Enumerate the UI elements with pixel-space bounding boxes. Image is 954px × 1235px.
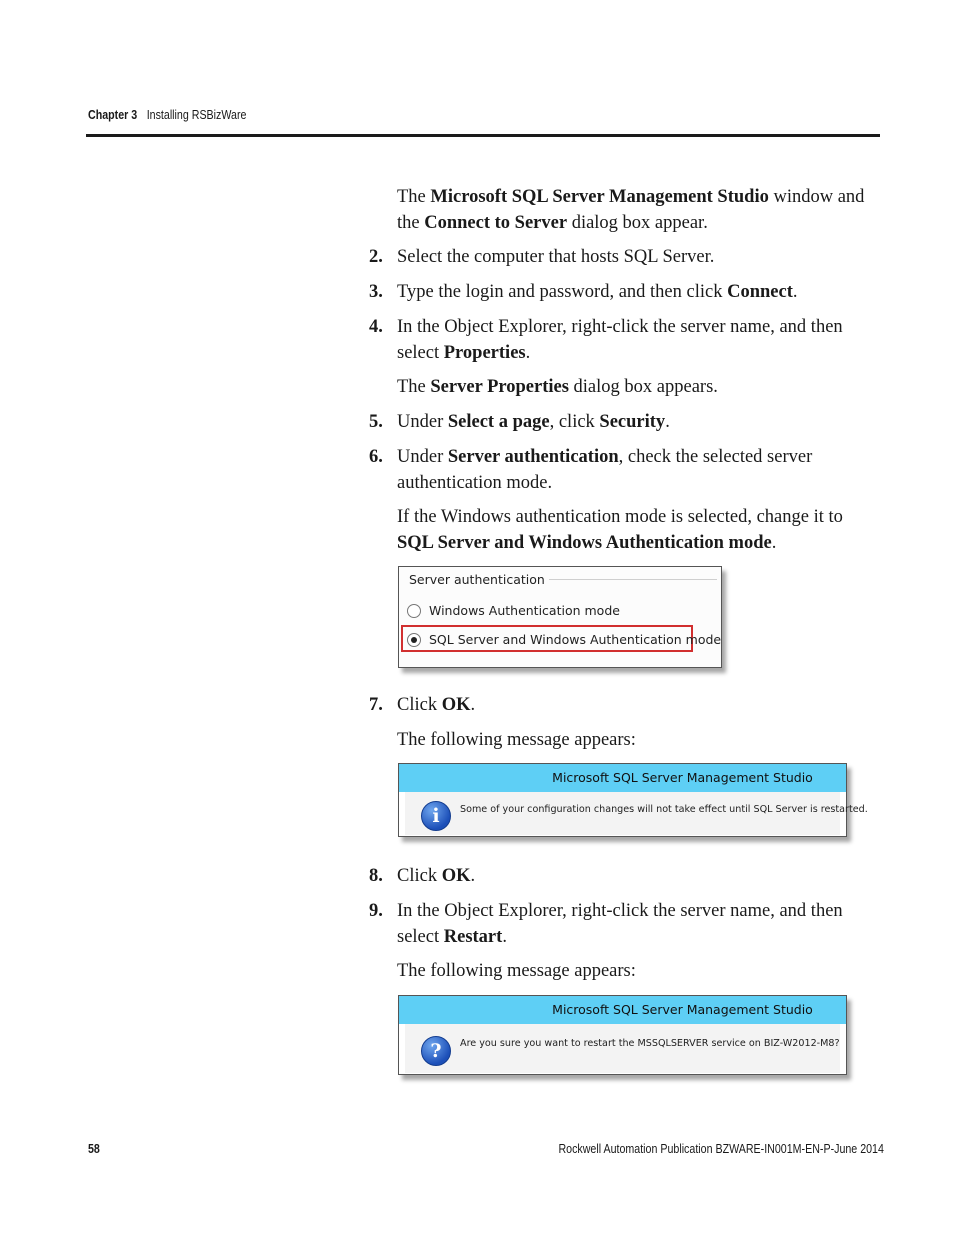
step-9-text <box>397 899 872 950</box>
text: . <box>470 695 476 715</box>
radio-label: Windows Authentication mode <box>429 603 620 618</box>
radio-label: SQL Server and Windows Authentication mode <box>429 632 722 647</box>
step-number: 7. <box>369 695 383 715</box>
bold-text: SQL Server and Windows Authentication mode <box>397 532 772 553</box>
text: . <box>470 866 476 886</box>
intro-paragraph <box>397 185 872 236</box>
text: Under <box>397 412 448 432</box>
text: . <box>792 282 798 302</box>
step-4-note <box>397 375 872 401</box>
step-4-text <box>397 315 872 366</box>
bold-text: Properties <box>443 342 526 363</box>
bold-text: OK <box>441 866 471 886</box>
dialog-title: Microsoft SQL Server Management Studio <box>399 764 846 792</box>
text: The <box>397 187 431 207</box>
text: In the Object Explorer, right-click the server name, and then select <box>397 317 843 363</box>
header-rule <box>86 134 880 137</box>
step-2-text: Select the computer that hosts SQL Server. <box>397 247 715 267</box>
group-divider <box>533 579 717 580</box>
restart-confirm-screenshot <box>398 995 847 1075</box>
radio-unselected-icon[interactable] <box>407 604 421 618</box>
step-6-text <box>397 445 872 496</box>
bold-text: Server authentication <box>447 447 619 467</box>
publication-info: Rockwell Automation Publication BZWARE-IN001M-EN-P-June 2014 <box>558 1141 884 1156</box>
dialog-title: Microsoft SQL Server Management Studio <box>399 996 846 1024</box>
text: Under <box>397 447 448 467</box>
step-number: 4. <box>369 317 383 337</box>
step-3-text <box>397 280 872 306</box>
step-6-note <box>397 505 872 556</box>
text: If the Windows authentication mode is selected, change it to <box>397 507 843 527</box>
text: . <box>502 926 507 947</box>
bold-text: Connect to Server <box>424 212 568 233</box>
bold-text: Server Properties <box>430 377 569 397</box>
info-message-screenshot <box>398 763 868 837</box>
text: window and the <box>397 187 865 233</box>
step-number: 6. <box>369 447 383 467</box>
bold-text: Microsoft SQL Server Management Studio <box>430 187 769 207</box>
radio-selected-icon[interactable] <box>407 633 421 647</box>
chapter-label: Chapter 3 <box>88 107 138 122</box>
dialog-message: Are you sure you want to restart the MSSQLSERVER service on BIZ-W2012-M8? <box>460 1038 840 1049</box>
step-number: 8. <box>369 866 383 886</box>
radio-windows-auth[interactable] <box>407 603 620 618</box>
text: dialog box appears. <box>568 377 718 397</box>
dialog-message: Some of your configuration changes will not take effect until SQL Server is restarted. <box>460 804 868 815</box>
page-number: 58 <box>88 1141 100 1156</box>
text: , click <box>549 412 600 432</box>
running-header <box>88 107 737 122</box>
dialog-body <box>405 792 868 835</box>
bold-text: Restart <box>443 926 503 947</box>
step-number: 5. <box>369 412 383 432</box>
step-7-text <box>397 693 872 719</box>
question-icon: ? <box>421 1036 451 1066</box>
step-9-note: The following message appears: <box>397 961 636 981</box>
text: . <box>665 412 670 432</box>
chapter-title: Installing RSBizWare <box>146 107 247 122</box>
text: In the Object Explorer, right-click the server name, and then select <box>397 901 843 947</box>
text: . <box>771 532 777 553</box>
radio-mixed-auth[interactable] <box>407 632 721 647</box>
bold-text: Connect <box>727 282 793 302</box>
step-number: 3. <box>369 282 383 302</box>
text: Type the login and password, and then click <box>397 282 728 302</box>
bold-text: Security <box>599 412 666 432</box>
text: The <box>397 377 431 397</box>
step-5-text <box>397 410 872 436</box>
text: , check the selected server authentication mode. <box>397 447 813 493</box>
dialog-body <box>405 1024 840 1073</box>
info-icon: i <box>421 801 451 831</box>
step-8-text <box>397 864 872 890</box>
step-number: 9. <box>369 901 383 921</box>
text: Click <box>397 866 442 886</box>
text: . <box>525 342 531 363</box>
group-title: Server authentication <box>409 572 549 587</box>
step-7-note: The following message appears: <box>397 730 636 750</box>
text: Click <box>397 695 442 715</box>
bold-text: OK <box>441 695 471 715</box>
server-authentication-screenshot <box>398 566 722 668</box>
text: dialog box appear. <box>567 212 708 233</box>
bold-text: Select a page <box>447 412 550 432</box>
step-number: 2. <box>369 247 383 267</box>
